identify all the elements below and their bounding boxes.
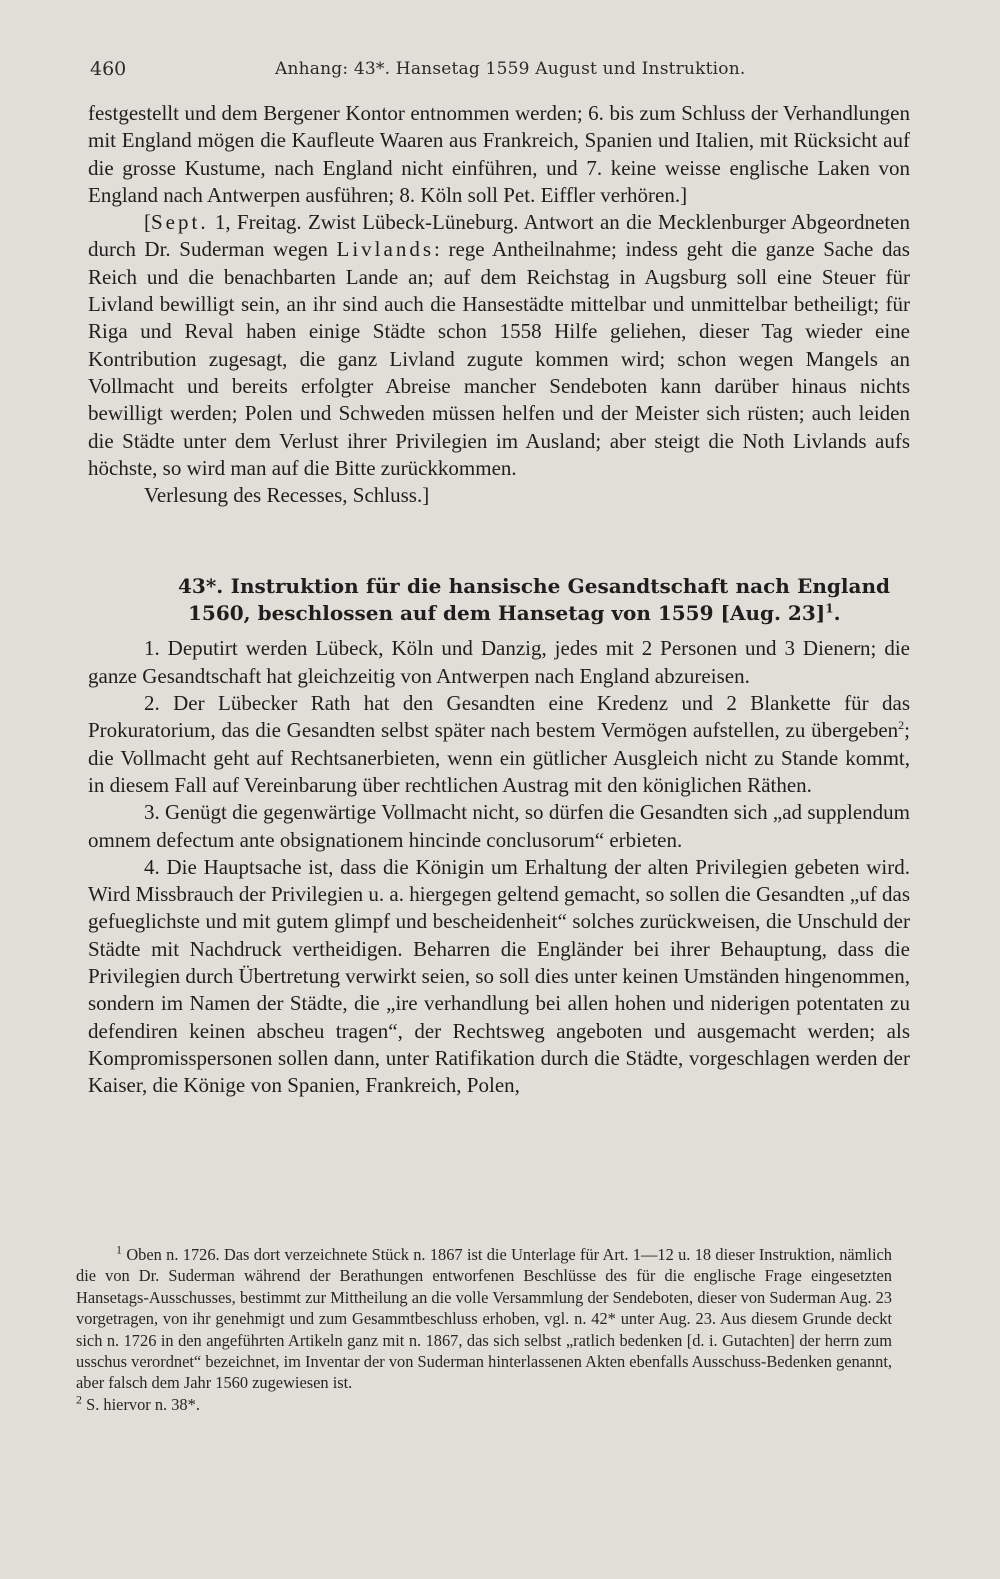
section-spacer (88, 509, 910, 573)
sept-text-a: 1, Freitag. Zwist Lübeck-Lüneburg. Antwort an die Mecklenburger Abgeordneten durch Dr. Suderman wegen (88, 210, 910, 262)
section-title-end: . (833, 601, 841, 626)
main-text (88, 100, 910, 1100)
continuation-paragraph: festgestellt und dem Bergener Kontor entnommen werden; 6. bis zum Schluss der Verhandlungen mit England mögen die Kaufleute Waaren aus Frankreich, Spanien und Italien, mit Rücksicht auf die grosse Kustume, nach England nicht einführen, und 7. keine weisse englische Laken von England nach Antwerpen ausführen; 8. Köln soll Pet. Eiffler verhören.] (88, 101, 910, 207)
section-title-text: Instruktion für die hansische Gesandtschaft nach England 1560, beschlossen auf dem Hansetag von 1559 [Aug. 23] (188, 574, 890, 626)
article-4: 4. Die Hauptsache ist, dass die Königin um Erhaltung der alten Privilegien gebeten wird. Wird Missbrauch der Privilegien u. a. hiergegen geltend gemacht, so sollen die Gesandten „uf das gefueglichste und mit gutem glimpf und bescheidenheit“ solches zurückweisen, die Unschuld der Städte mit Nachdruck vertheidigen. Beharren die Engländer bei ihrer Behauptung, dass die Privilegien durch Übertretung verwirkt seien, so soll dies unter keinen Umständen hingenommen, sondern im Namen der Städte, die „ire verhandlung bei allen hohen und niderigen potentaten zu defendiren keinen abscheu tragen“, der Rechtsweg angeboten und ausgemacht werden; als Kompromisspersonen sollen dann, unter Ratifikation durch die Städte, vorgeschlagen werden der Kaiser, die Könige von Spanien, Frankreich, Polen, (88, 854, 910, 1098)
article-2-text-a: 2. Der Lübecker Rath hat den Gesandten eine Kredenz und 2 Blankette für das Prokuratorium, das die Gesandten selbst später nach bestem Vermögen aufstellen, zu übergeben (88, 691, 910, 743)
sept-bracket: [ (144, 210, 151, 235)
footnotes (76, 1244, 892, 1415)
article-3: 3. Genügt die gegenwärtige Vollmacht nicht, so dürfen die Gesandten sich „ad supplendum omnem defectum ante obsignationem hincinde conclusorum“ erbieten. (88, 800, 910, 852)
footnote-1 (76, 1244, 892, 1394)
closing-line: Verlesung des Recesses, Schluss.] (144, 483, 430, 508)
footnote-1-mark: 1 (116, 1242, 122, 1257)
sept-date: Sept. (151, 210, 209, 235)
footnote-2 (76, 1394, 892, 1415)
sept-text-b: : rege Antheilnahme; indess geht die ganze Sache das Reich und die benachbarten Lande an; auf dem Reichstag in Augsburg soll eine Steuer für Livland bewilligt sein, an ihr sind auch die Hansestädte mittelbar und unmittelbar betheiligt; für Riga und Reval haben einige Städte schon 1558 Hilfe geliehen, dieser Tag wieder eine Kontribution zugesagt, die ganz Livland zugute kommen wird; schon wegen Mangels an Vollmacht und bereits erfolgter Abreise mancher Sendeboten kann darüber hinaus nichts bewilligt werden; Polen und Schweden müssen helfen und der Meister sich rüsten; auch leiden die Städte unter dem Verlust ihrer Privilegien im Ausland; aber steigt die Noth Livlands aufs höchste, so wird man auf die Bitte zurückkommen. (88, 237, 910, 480)
heading-spacer (88, 627, 910, 635)
running-title: Anhang: 43*. Hansetag 1559 August und Instruktion. (275, 59, 746, 79)
section-heading (88, 573, 910, 627)
footnote-ref-2: 2 (898, 718, 905, 733)
article-2 (88, 690, 910, 799)
article-1: 1. Deputirt werden Lübeck, Köln und Danzig, jedes mit 2 Personen und 3 Dienern; die ganze Gesandtschaft hat gleichzeitig von Antwerpen nach England abzureisen. (88, 636, 910, 688)
article-2-text-b: ; die Vollmacht geht auf Rechtsanerbieten, wenn ein gütlicher Ausgleich nicht zu Stande kommt, in diesem Fall auf Vereinbarung über rechtlichen Austrag mit den königlichen Räthen. (88, 718, 910, 797)
footnote-2-mark: 2 (76, 1392, 82, 1407)
livlands-term: Livlands (336, 237, 434, 262)
footnote-2-text: S. hiervor n. 38*. (86, 1394, 200, 1414)
page-number: 460 (90, 58, 127, 80)
footnote-1-text: Oben n. 1726. Das dort verzeichnete Stück n. 1867 ist die Unterlage für Art. 1—12 u. 18 dieser Instruktion, nämlich die von Dr. Suderman während der Berathungen entworfenen Beschlüsse des für die englische Frage eingesetzten Hansetags-Ausschusses, bestimmt zur Mittheilung an die volle Versammlung der Sendeboten, dieser von Suderman Aug. 23 vorgetragen, von ihr genehmigt und zum Gesammtbeschluss erhoben, vgl. n. 42* unter Aug. 23. Aus diesem Grunde deckt sich n. 1726 in den angeführten Artikeln ganz mit n. 1867, das sich selbst „ratlich bedenken [d. i. Gutachten] der herrn zum usschus verordnet“ bezeichnet, im Inventar der von Suderman hinterlassenen Akten ebenfalls Ausschuss-Bedenken genannt, aber falsch dem Jahr 1560 zugewiesen ist. (76, 1245, 892, 1393)
section-number: 43*. (178, 574, 224, 599)
sept-entry-paragraph (88, 209, 910, 482)
footnote-ref-1: 1 (825, 601, 834, 616)
